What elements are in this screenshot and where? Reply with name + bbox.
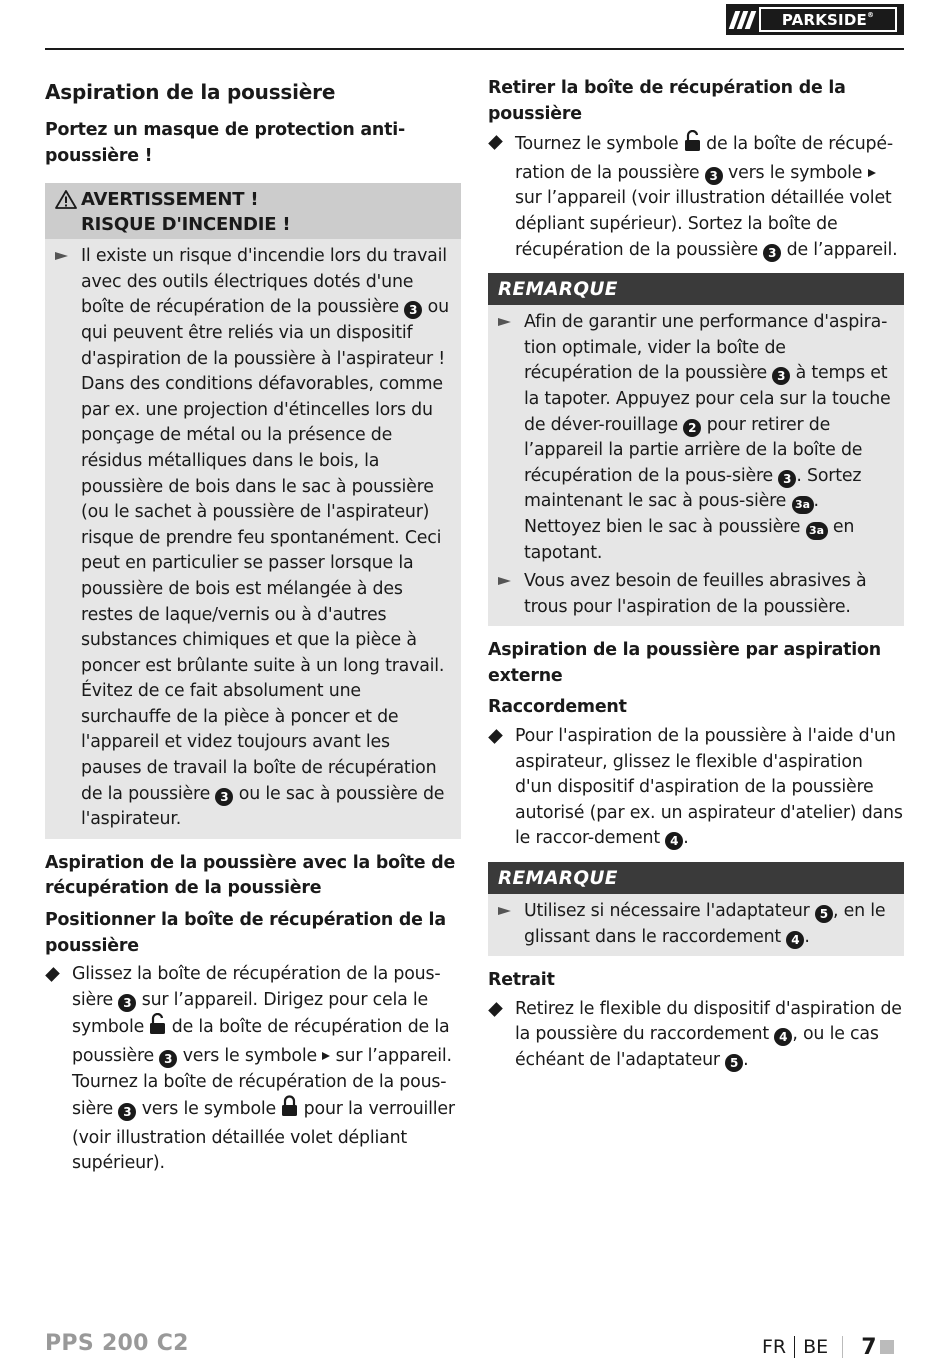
right-column	[488, 76, 904, 1074]
remove-instruction	[488, 130, 904, 263]
logo-stripes	[726, 4, 753, 35]
heading-box-suction: Aspiration de la poussière avec la boîte de récupération de la poussière	[45, 852, 456, 899]
model-name: PPS 200 C2	[45, 1331, 189, 1356]
pointer-arrow-icon	[498, 899, 524, 950]
language-fr: FR	[762, 1336, 787, 1358]
ref-3-icon: 3	[159, 1050, 177, 1068]
ref-4-icon: 4	[774, 1028, 792, 1046]
warning-triangle-icon	[55, 187, 81, 237]
note-header: REMARQUE	[488, 273, 904, 305]
ref-5-icon: 5	[725, 1054, 743, 1072]
arrow-symbol-icon	[322, 1052, 330, 1060]
note-text: Vous avez besoin de feuilles abrasives à trous pour l'aspiration de la poussière.	[524, 571, 867, 617]
heading-external-suction: Aspiration de la poussière par aspiration externe	[488, 640, 881, 686]
pointer-arrow-icon	[55, 244, 81, 833]
language-be: BE	[803, 1336, 829, 1358]
ref-3-icon: 3	[763, 244, 781, 262]
heading-remove-box: Retirer la boîte de récupération de la poussière	[488, 78, 846, 124]
page-square-icon	[880, 1340, 894, 1354]
ref-4-icon: 4	[665, 832, 683, 850]
connection-text: Pour l'aspiration de la poussière à l'aide d'un aspirateur, glissez le flexible d'aspiration d'un dispositif d'aspiration de la poussière autorisé (par ex. un aspirateur d'atelier) dans le raccor-dement 4 .	[515, 726, 903, 849]
divider	[794, 1336, 795, 1358]
ref-5-icon: 5	[815, 905, 833, 923]
ref-4-icon: 4	[786, 931, 804, 949]
bullet-diamond-icon	[488, 997, 515, 1074]
warning-header	[45, 183, 461, 239]
unlock-icon	[684, 130, 701, 161]
arrow-symbol-icon	[868, 169, 876, 177]
bullet-diamond-icon	[45, 962, 72, 1177]
logo-box	[759, 7, 897, 32]
header-rule	[45, 48, 904, 50]
position-instruction	[45, 962, 461, 1177]
ref-2-icon: 2	[683, 419, 701, 437]
ref-3-icon: 3	[118, 994, 136, 1012]
brand-name: PARKSIDE®	[781, 10, 875, 29]
warning-text: Il existe un risque d'incendie lors du travail avec des outils électriques dotés d'une boîte de récupération de la poussière 3 ou qui peuvent être reliés via un dispositif d'aspiration de la poussière à l'aspirateur ! Dans des conditions défavorables, comme par ex. une projection d'étincelles lors du ponçage de métal ou la présence de résidus métalliques dans le bois, la poussière de bois dans le sac à poussière (ou le sachet à poussière de l'aspirateur) risque de prendre feu spontanément. Ceci peut en particulier se passer lorsque la poussière de bois est mélangée à des restes de laque/vernis ou à d'autres substances chimiques et que la pièce à poncer est brûlante suite à un long travail. Évitez de ce fait absolument une surchauffe de la pièce à poncer et de l'appareil et videz toujours avant les pauses de travail la boîte de récupération de la poussière 3 ou le sac à poussière de l'aspirateur.	[81, 246, 449, 830]
ref-3-icon: 3	[118, 1103, 136, 1121]
pointer-arrow-icon	[498, 569, 524, 620]
unlock-icon	[149, 1013, 166, 1044]
heading-position-box: Positionner la boîte de récupération de la poussière	[45, 910, 446, 956]
ref-3-icon: 3	[705, 167, 723, 185]
divider	[842, 1336, 843, 1358]
ref-3-icon: 3	[404, 301, 422, 319]
page-footer	[762, 1334, 894, 1360]
connection-instruction	[488, 724, 904, 852]
retract-text: Retirez le flexible du dispositif d'aspiration de la poussière du raccordement 4 , ou le cas échéant de l'adaptateur 5 .	[515, 998, 902, 1070]
ref-3-icon: 3	[215, 788, 233, 806]
retract-instruction	[488, 997, 904, 1074]
left-column	[45, 76, 461, 1177]
mask-notice: Portez un masque de protection anti-poussière !	[45, 120, 406, 166]
bullet-diamond-icon	[488, 724, 515, 852]
pointer-arrow-icon	[498, 310, 524, 566]
warning-title: AVERTISSEMENT ! RISQUE D'INCENDIE !	[81, 189, 291, 236]
warning-item	[45, 244, 461, 833]
ref-3-icon: 3	[778, 470, 796, 488]
remove-text: Tournez le symbole de la boîte de récupé-ration de la poussière 3 vers le symbole sur l’appareil (voir illustration détaillée volet dépliant supérieur). Sortez la boîte de récupération de la poussière 3 de l’appareil.	[515, 130, 904, 263]
note-item	[488, 310, 904, 566]
note-text: Afin de garantir une performance d'aspira-tion optimale, vider la boîte de récupération de la poussière 3 à temps et la tapoter. Appuyez pour cela sur la touche de déver-rouillage 2 pour retirer de l’appareil la partie arrière de la boîte de récupération de la pous-sière 3 . Sortez maintenant le sac à pous-sière 3a . Nettoyez bien le sac à poussière 3a en tapotant.	[524, 312, 891, 563]
heading-connection: Raccordement	[488, 697, 627, 718]
page-number: 7	[861, 1334, 877, 1360]
position-text: Glissez la boîte de récupération de la pous-sière 3 sur l’appareil. Dirigez pour cela le symbole de la boîte de récupération de la poussière 3 vers le symbole sur l’appareil. Tournez la boîte de récupération de la pous-sière 3 vers le symbole pour la verrouiller (voir illustration détaillée volet dépliant supérieur).	[72, 964, 455, 1174]
note-box	[488, 273, 904, 626]
note-item	[488, 899, 904, 950]
ref-3-icon: 3	[772, 367, 790, 385]
bullet-diamond-icon	[488, 130, 515, 263]
note-text: Utilisez si nécessaire l'adaptateur 5 , en le glissant dans le raccordement 4 .	[524, 901, 886, 947]
ref-3a-icon: 3a	[792, 496, 814, 514]
parkside-logo	[726, 4, 904, 35]
lock-icon	[281, 1095, 298, 1126]
warning-box	[45, 183, 461, 839]
section-title: Aspiration de la poussière	[45, 80, 336, 104]
note-item	[488, 569, 904, 620]
note-header: REMARQUE	[488, 862, 904, 894]
note-box	[488, 862, 904, 956]
heading-retract: Retrait	[488, 970, 555, 991]
ref-3a-icon: 3a	[806, 522, 828, 540]
